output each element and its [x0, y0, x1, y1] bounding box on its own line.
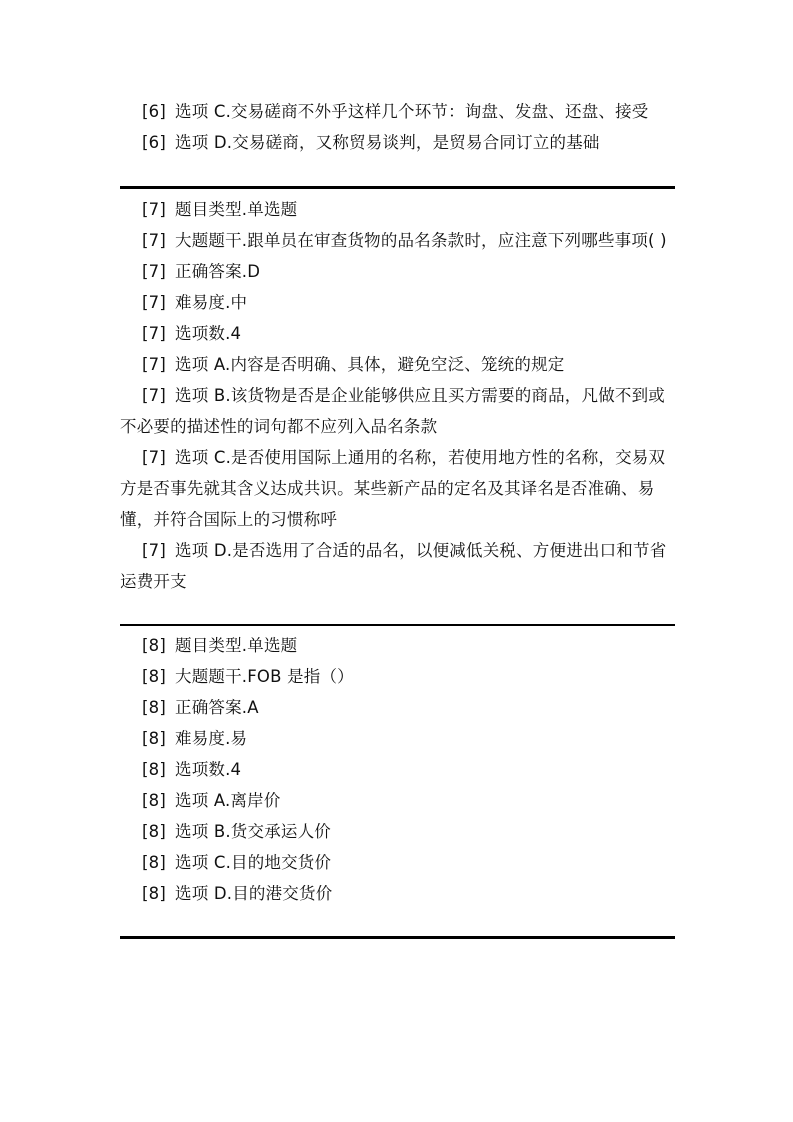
line-text: 正确答案.D — [175, 262, 261, 281]
line-text: 选项 C.目的地交货价 — [175, 853, 332, 872]
option-a-line — [120, 349, 675, 380]
question-number: [8] — [142, 853, 166, 872]
option-d-line — [120, 127, 675, 158]
question-number: [7] — [142, 541, 166, 560]
question-number: [7] — [142, 448, 166, 467]
separator-rule — [120, 936, 675, 939]
question-number: [8] — [142, 636, 166, 655]
question-stem-line — [120, 661, 675, 692]
line-text: 难易度.易 — [175, 729, 248, 748]
question-number: [6] — [142, 133, 166, 152]
line-text: 选项 D.目的港交货价 — [175, 884, 333, 903]
question-number: [8] — [142, 729, 166, 748]
option-c-line — [120, 442, 675, 535]
option-count-line — [120, 754, 675, 785]
line-text: 选项 C.交易磋商不外乎这样几个环节：询盘、发盘、还盘、接受 — [175, 102, 649, 121]
line-text: 选项 B.该货物是否是企业能够供应且买方需要的商品，凡做不到或不必要的描述性的词句都不应列入品名条款 — [120, 386, 666, 436]
question-number: [8] — [142, 667, 166, 686]
option-b-line — [120, 816, 675, 847]
line-text: 正确答案.A — [175, 698, 259, 717]
line-text: 大题题干.FOB 是指（） — [175, 667, 354, 686]
option-count-line — [120, 318, 675, 349]
option-d-line — [120, 535, 675, 597]
line-text: 选项数.4 — [175, 760, 242, 779]
question-block-8 — [120, 630, 675, 909]
option-c-line — [120, 847, 675, 878]
line-text: 题目类型.单选题 — [175, 636, 298, 655]
spacer — [120, 597, 675, 624]
line-text: 选项 B.货交承运人价 — [175, 822, 332, 841]
line-text: 选项 A.离岸价 — [175, 791, 281, 810]
spacer — [120, 909, 675, 936]
difficulty-line — [120, 287, 675, 318]
question-number: [8] — [142, 760, 166, 779]
option-d-line — [120, 878, 675, 909]
question-number: [7] — [142, 200, 166, 219]
question-type-line — [120, 194, 675, 225]
question-block-7 — [120, 194, 675, 597]
option-b-line — [120, 380, 675, 442]
answer-line — [120, 692, 675, 723]
option-a-line — [120, 785, 675, 816]
question-number: [7] — [142, 324, 166, 343]
question-stem-line — [120, 225, 675, 256]
option-c-line — [120, 96, 675, 127]
line-text: 题目类型.单选题 — [175, 200, 298, 219]
question-number: [7] — [142, 293, 166, 312]
line-text: 选项 A.内容是否明确、具体，避免空泛、笼统的规定 — [175, 355, 565, 374]
line-text: 选项 D.是否选用了合适的品名，以便减低关税、方便进出口和节省运费开支 — [120, 541, 667, 591]
spacer — [120, 158, 675, 186]
answer-line — [120, 256, 675, 287]
line-text: 选项 C.是否使用国际上通用的名称，若使用地方性的名称，交易双方是否事先就其含义达成共识。某些新产品的定名及其译名是否准确、易懂，并符合国际上的习惯称呼 — [120, 448, 666, 529]
question-number: [8] — [142, 698, 166, 717]
line-text: 大题题干.跟单员在审查货物的品名条款时，应注意下列哪些事项( ) — [175, 231, 667, 250]
question-number: [8] — [142, 884, 166, 903]
document-page — [120, 96, 675, 939]
question-number: [8] — [142, 822, 166, 841]
question-number: [6] — [142, 102, 166, 121]
line-text: 选项数.4 — [175, 324, 242, 343]
question-type-line — [120, 630, 675, 661]
question-number: [7] — [142, 355, 166, 374]
question-number: [8] — [142, 791, 166, 810]
question-number: [7] — [142, 262, 166, 281]
line-text: 选项 D.交易磋商，又称贸易谈判，是贸易合同订立的基础 — [175, 133, 600, 152]
question-block-6 — [120, 96, 675, 158]
line-text: 难易度.中 — [175, 293, 248, 312]
question-number: [7] — [142, 231, 166, 250]
difficulty-line — [120, 723, 675, 754]
question-number: [7] — [142, 386, 166, 405]
